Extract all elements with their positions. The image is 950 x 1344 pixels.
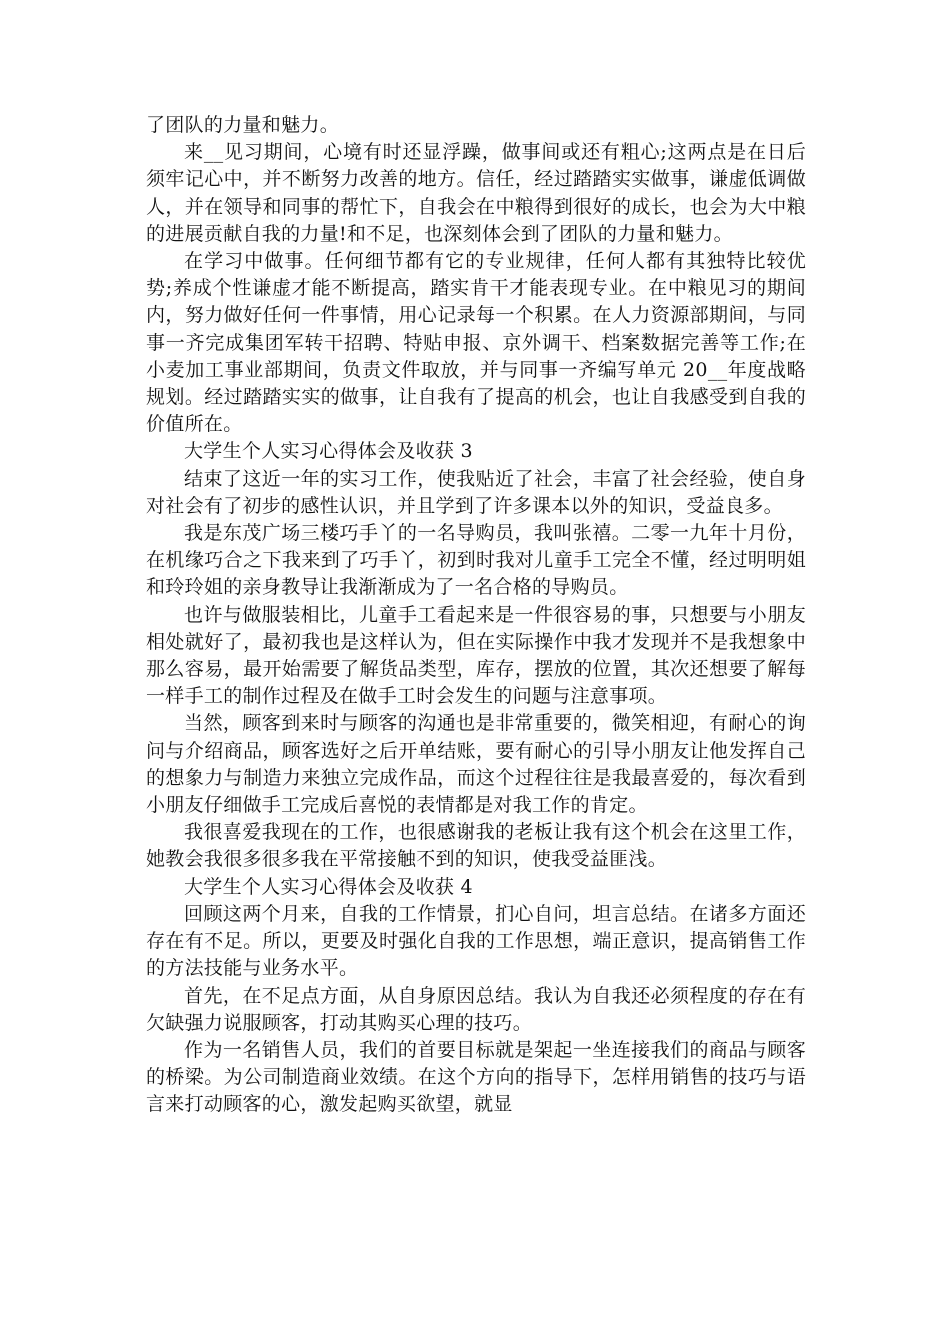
- paragraph-communication: 当然，顾客到来时与顾客的沟通也是非常重要的，微笑相迎，有耐心的询问与介绍商品，顾客选好之后开单结账，要有耐心的引导小朋友让他发挥自己的想象力与制造力来独立完成作品，而这个过程往往是我最喜爱的，每次看到小朋友仔细做手工完成后喜悦的表情都是对我工作的肯定。: [146, 712, 806, 817]
- paragraph-learning: 在学习中做事。任何细节都有它的专业规律，任何人都有其独特比较优势;养成个性谦虚才能不断提高，踏实肯干才能表现专业。在中粮见习的期间内，努力做好任何一件事情，用心记录每一个积累。在人力资源部期间，与同事一齐完成集团军转干招聘、特贴申报、京外调干、档案数据完善等工作;在小麦加工事业部期间，负责文件取放，并与同事一齐编写单元 20__年度战略规划。经过踏踏实实的做事，让自我有了提高的机会，也让自我感受到自我的价值所在。: [146, 250, 806, 436]
- paragraph-continuation: 了团队的力量和魅力。: [146, 114, 340, 136]
- section-heading-4: 大学生个人实习心得体会及收获 4: [184, 875, 473, 898]
- paragraph-reflection: 来__见习期间，心境有时还显浮躁，做事间或还有粗心;这两点是在日后须牢记心中，并不断努力改善的地方。信任，经过踏踏实实做事，谦虚低调做人，并在领导和同事的帮忙下，自我会在中粮得到很好的成长，也会为大中粮的进展贡献自我的力量!和不足，也深刻体会到了团队的力量和魅力。: [146, 141, 806, 245]
- section-heading-3: 大学生个人实习心得体会及收获 3: [184, 440, 473, 463]
- paragraph-sales-goal: 作为一名销售人员，我们的首要目标就是架起一坐连接我们的商品与顾客的桥梁。为公司制造商业效绩。在这个方向的指导下，怎样用销售的技巧与语言来打动顾客的心，激发起购买欲望，就显: [146, 1038, 806, 1116]
- document-body: [146, 112, 806, 1119]
- paragraph-shortcomings: 首先，在不足点方面，从自身原因总结。我认为自我还必须程度的存在有欠缺强力说服顾客，打动其购买心理的技巧。: [146, 984, 806, 1034]
- paragraph-intro-3: 结束了这近一年的实习工作，使我贴近了社会，丰富了社会经验，使自身对社会有了初步的感性认识，并且学到了许多课本以外的知识，受益良多。: [146, 467, 806, 517]
- paragraph-review: 回顾这两个月来，自我的工作情景，扪心自问，坦言总结。在诸多方面还存在有不足。所以，更要及时强化自我的工作思想，端正意识，提高销售工作的方法技能与业务水平。: [146, 902, 806, 980]
- paragraph-gratitude: 我很喜爱我现在的工作，也很感谢我的老板让我有这个机会在这里工作，她教会我很多很多我在平常接触不到的知识，使我受益匪浅。: [146, 821, 806, 871]
- paragraph-comparison: 也许与做服装相比，儿童手工看起来是一件很容易的事，只想要与小朋友相处就好了，最初我也是这样认为，但在实际操作中我才发现并不是我想象中那么容易，最开始需要了解货品类型，库存，摆放的位置，其次还想要了解每一样手工的制作过程及在做手工时会发生的问题与注意事项。: [146, 603, 806, 708]
- paragraph-self-intro: 我是东茂广场三楼巧手丫的一名导购员，我叫张禧。二零一九年十月份，在机缘巧合之下我来到了巧手丫，初到时我对儿童手工完全不懂，经过明明姐和玲玲姐的亲身教导让我渐渐成为了一名合格的导购员。: [146, 522, 806, 599]
